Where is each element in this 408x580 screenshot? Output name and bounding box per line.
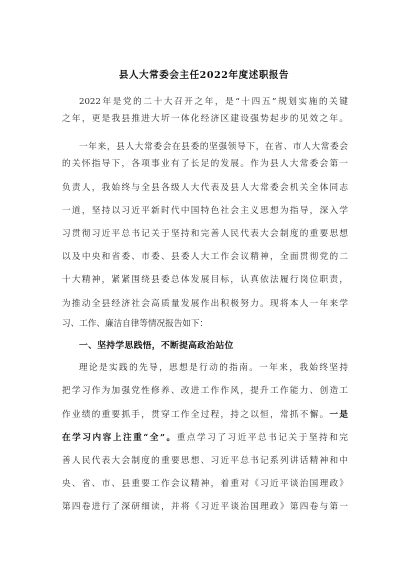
- intro-line-6: 一道，坚持以习近平新时代中国特色社会主义思想为指导，深入学: [62, 206, 348, 216]
- section1-line-3: [62, 409, 348, 421]
- section1-line-4-text: 重点学习了习近平总书记关于坚持和完: [176, 433, 348, 443]
- section1-bold-phrase: 在学习内容上注重“全”。: [62, 433, 177, 443]
- intro-line-2: 之年，更是我县推进大圻一体化经济区建设强势起步的见效之年。: [62, 114, 348, 124]
- section1-line-1: 理论是实践的先导，思想是行动的指南。一年来，我始终坚持: [79, 363, 348, 373]
- section-heading: 一、坚持学思践悟，不断提高政治站位: [79, 341, 234, 351]
- section1-line-2: 把学习作为加强党性修养、改进工作作风，提升工作能力、创造工: [62, 386, 348, 396]
- intro-line-5: 负责人，我始终与全县各级人大代表及县人大常委会机关全体同志: [62, 183, 348, 193]
- section1-line-3-text: 作业绩的重要抓手，贯穿工作全过程，持之以恒，常抓不懈。: [62, 410, 330, 420]
- section1-line-4: [62, 432, 348, 444]
- intro-line-9: 十大精神，紧紧围绕县委总体发展目标，认真依法履行岗位职责，: [62, 275, 348, 285]
- document-title: 县人大常委会主任2022年度述职报告: [118, 70, 290, 81]
- intro-line-7: 习贯彻习近平总书记关于坚持和完善人民代表大会制度的重要思想: [62, 229, 348, 239]
- intro-line-3: 一年来，县人大常委会在县委的坚强领导下，在省、市人大常委会: [79, 142, 348, 152]
- section1-line-5: 善人民代表大会制度的重要思想、习近平总书记系列讲话精神和中: [62, 456, 348, 466]
- intro-line-4: 的关怀指导下，各项事业有了长足的发展。作为县人大常委会第一: [62, 159, 348, 169]
- section1-line-6: 央、省、市、县重要工作会议精神，着重对《习近平谈治国理政》: [62, 479, 348, 489]
- intro-line-8: 以及中央和省委、市委、县委人大工作会议精神，全面贯彻党的二: [62, 252, 348, 262]
- intro-line-1: 2022年是党的二十大召开之年，是“十四五”规划实施的关键: [79, 97, 348, 107]
- section1-line-7: 第四卷进行了深研细读，并将《习近平谈治国理政》第四卷与第一: [62, 502, 348, 512]
- intro-line-10: 为推动全县经济社会高质量发展作出积极努力。现将本人一年来学: [62, 299, 348, 309]
- section1-bold-lead: 一是: [329, 410, 348, 420]
- intro-line-11: 习、工作、廉洁自律等情况报告如下：: [62, 319, 209, 329]
